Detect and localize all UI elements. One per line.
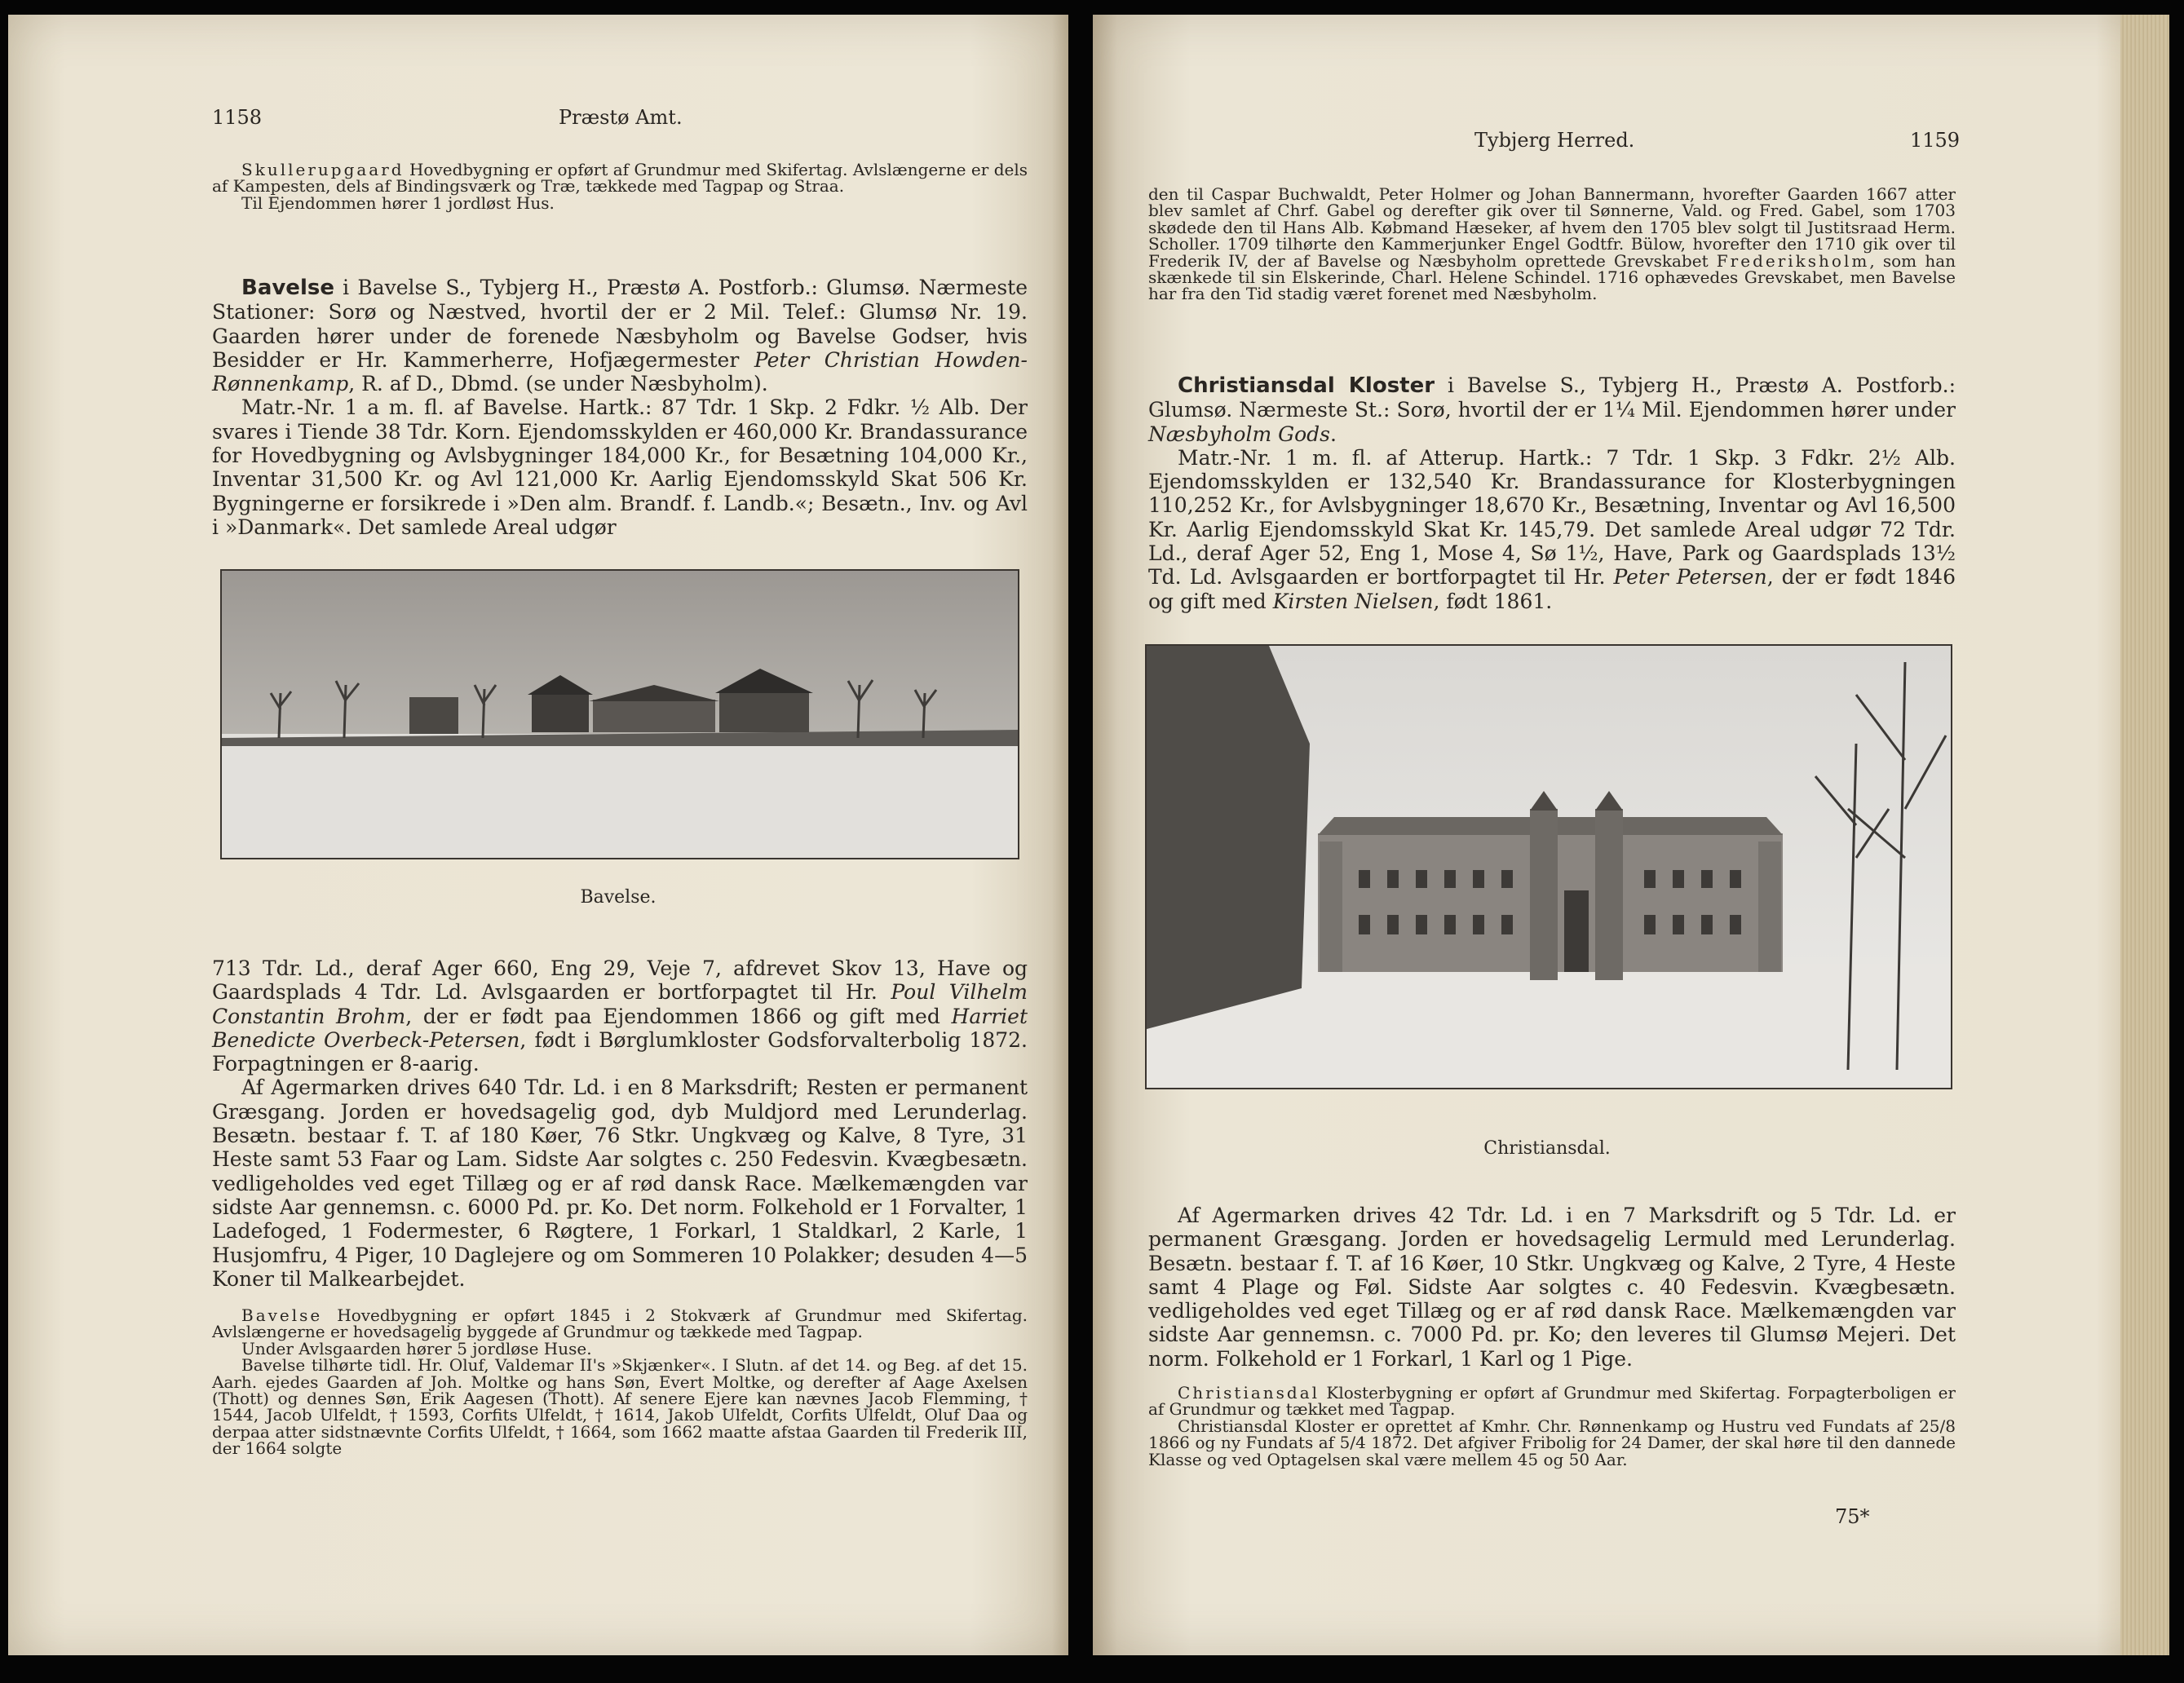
page-edge [2120, 15, 2169, 1655]
bavelse-entry [212, 276, 1028, 539]
history-text-b: , som han skænkede til sin Elskerinde, Charl. Helene Schindel. 1716 ophævedes Grevskabet, men Bavelse har fra den Tid stadig været forenet med Næsbyholm. [1148, 250, 1956, 304]
page-number-left: 1158 [212, 106, 263, 129]
bavelse-text-a: i Bavelse S., Tybjerg H., Præstø A. Postforb.: Glumsø. Nærmeste Stationer: Sorø og Næstved, hvortil der er 2 Mil. Telef.: Glumsø Nr. 19. Gaarden hører under de forenede Næsbyholm og Bavelse Godser, hvis Besidder er Hr. Kammerherre, Hofjægermester [212, 276, 1028, 372]
left-page [8, 15, 1068, 1655]
agermarken-paragraph: Af Agermarken drives 640 Tdr. Ld. i en 8 Marksdrift; Resten er permanent Græsgang. Jorden er hovedsagelig god, dyb Muldjord med Lerunderlag. Besætn. bestaar f. T. af 180 Køer, 76 Stkr. Ungkvæg og Kalve, 8 Tyre, 31 Heste samt 53 Faar og Lam. Sidste Aar solgtes c. 250 Fedesvin. Kvægbesætn. vedligeholdes ved eget Tillæg og er af rød dansk Race. Mælkemængden var sidste Aar gennemsn. c. 6000 Pd. pr. Ko. Det norm. Folkehold er 1 Forvalter, 1 Ladefoged, 1 Fodermester, 6 Røgtere, 1 Forkarl, 1 Staldkarl, 2 Karle, 1 Husjomfru, 4 Piger, 10 Daglejere og om Sommeren 10 Polakker; desuden 4—5 Koner til Malkearbejdet. [212, 1076, 1028, 1291]
gods-name: Næsbyholm Gods [1148, 422, 1330, 446]
bavelse-small-print [212, 1307, 1028, 1457]
bavelse-owner: Peter Christian Howden-Rønnenkamp [212, 347, 1028, 396]
small-history: Bavelse tilhørte tidl. Hr. Oluf, Valdemar II's »Skjænker«. I Slutn. af det 14. og Beg. af det 15. Aarh. ejedes Gaarden af Joh. Moltke og hans Søn, Evert Moltke, og derefter af Aage Axelsen (Thott) og dennes Søn, Erik Aagesen (Thott). Af senere Ejere kan nævnes Jacob Flemming, † 1544, Jacob Ulfeldt, † 1593, Corfits Ulfeldt, † 1614, Jakob Ulfeldt, Corfits Ulfeldt, Oluf Daa og derpaa atter sidstnævnte Corfits Ulfeldt, † 1664, som 1662 maatte afstaa Gaarden til Frederik III, der 1664 solgte [212, 1355, 1028, 1459]
christiansdal-matr-c: , født 1861. [1433, 589, 1553, 613]
areal-text: 713 Tdr. Ld., deraf Ager 660, Eng 29, Veje 7, afdrevet Skov 13, Have og Gaardsplads 4 Tdr. Ld. Avlsgaarden er bortforpagtet til Hr. [212, 956, 1028, 1005]
bavelse-text-b: , R. af D., Dbmd. (se under Næsbyholm). [348, 372, 768, 396]
christiansdal-wife: Kirsten Nielsen [1272, 589, 1434, 613]
right-small-fundats: Christiansdal Kloster er oprettet af Kmhr. Chr. Rønnenkamp og Hustru ved Fundats af 25/8 1866 og ny Fundats af 5/4 1872. Det afgiver Fribolig for 24 Damer, der skal høre til den dannede Klasse og ved Optagelsen skal være mellem 45 og 50 Aar. [1148, 1416, 1956, 1469]
bavelse-landscape-illustration [222, 571, 1018, 858]
small-text: Hovedbygning er opført 1845 i 2 Stokværk af Grundmur med Skifertag. Avlslængerne er hovedsagelig byggede af Grundmur og tækkede med Tagpap. [212, 1305, 1028, 1342]
jordlost-hus: Til Ejendommen hører 1 jordløst Hus. [241, 192, 555, 213]
intro-block [212, 161, 1028, 211]
bavelse-heading: Bavelse [241, 276, 334, 300]
right-small-text: Klosterbygning er opført af Grundmur med Skifertag. Forpagterboligen er af Grundmur og tækket med Tagpap. [1148, 1383, 1956, 1420]
running-head-left: Præstø Amt. [559, 106, 683, 129]
christiansdal-tenant: Peter Petersen [1613, 565, 1767, 590]
christiansdal-entry [1148, 373, 1956, 613]
christiansdal-photo [1145, 644, 1952, 1089]
christiansdal-agermarken [1148, 1204, 1956, 1371]
right-small-lead: Christiansdal [1178, 1383, 1320, 1402]
history-continued [1148, 186, 1956, 303]
christiansdal-building-illustration [1147, 646, 1951, 1088]
tenant-name: Poul Vilhelm Constantin Brohm [212, 980, 1028, 1028]
skullerup-text: Hovedbygning er opført af Grundmur med Skifertag. Avlslængerne er dels af Kampesten, dels af Bindingsværk og Træ, tækkede med Tagpap og Straa. [212, 160, 1028, 197]
bavelse-caption: Bavelse. [580, 887, 657, 908]
areal-text-c: , født i Børglumkloster Godsforvalterbolig 1872. Forpagtningen er 8-aarig. [212, 1027, 1028, 1076]
signature-mark: 75* [1835, 1505, 1870, 1528]
christiansdal-small-print [1148, 1385, 1956, 1468]
page-number-right: 1159 [1910, 129, 1961, 152]
christiansdal-text-a: i Bavelse S., Tybjerg H., Præstø A. Postforb.: Glumsø. Nærmeste St.: Sorø, hvortil der er 1¼ Mil. Ejendommen hører under [1148, 373, 1956, 422]
small-lead: Bavelse [241, 1305, 323, 1325]
christiansdal-caption: Christiansdal. [1483, 1138, 1611, 1159]
areal-text-b: , der er født paa Ejendommen 1866 og gift med [405, 1004, 952, 1028]
running-head-right: Tybjerg Herred. [1474, 129, 1635, 152]
bavelse-matr: Matr.-Nr. 1 a m. fl. af Bavelse. Hartk.: 87 Tdr. 1 Skp. 2 Fdkr. ½ Alb. Der svares i Tiende 38 Tdr. Korn. Ejendomsskylden er 460,000 Kr. Brandassurance for Hovedbygning og Avlsbygninger 184,000 Kr., for Besætning 104,000 Kr., Inventar 31,500 Kr. og Avl 121,000 Kr. Aarlig Ejendomsskyld Skat 506 Kr. Bygningerne er forsikrede i »Den alm. Brandf. f. Landb.«; Besætn., Inv. og Avl i »Danmark«. Det samlede Areal udgør [212, 395, 1028, 539]
grevskabet-name: Frederiksholm [1716, 250, 1870, 271]
skullerup-lead: Skullerupgaard [241, 160, 405, 179]
bavelse-photo [220, 569, 1019, 859]
bavelse-continued [212, 956, 1028, 1291]
right-page [1093, 15, 2169, 1655]
christiansdal-heading: Christiansdal Kloster [1178, 373, 1435, 398]
christiansdal-matr-b: , der er født 1846 og gift med [1148, 565, 1956, 613]
christiansdal-text-b: . [1330, 422, 1337, 446]
christiansdal-matr: Matr.-Nr. 1 m. fl. af Atterup. Hartk.: 7 Tdr. 1 Skp. 3 Fdkr. 2½ Alb. Ejendomsskylden er 132,540 Kr. Brandassurance for Klosterbygningen 110,252 Kr., for Avlsbygninger 18,670 Kr., Besætning, Inventar og Avl 16,500 Kr. Aarlig Ejendomsskyld Skat Kr. 145,79. Det samlede Areal udgør 72 Tdr. Ld., deraf Ager 52, Eng 1, Mose 4, Sø 1½, Have, Park og Gaardsplads 13½ Td. Ld. Avlsgaarden er bortforpagtet til Hr. [1148, 445, 1956, 590]
small-huse: Under Avlsgaarden hører 5 jordløse Huse. [241, 1338, 592, 1358]
christiansdal-ager-text: Af Agermarken drives 42 Tdr. Ld. i en 7 Marksdrift og 5 Tdr. Ld. er permanent Græsgang. Jorden er hovedsagelig Lermuld med Lerunderlag. Besætn. bestaar f. T. af 16 Køer, 10 Stkr. Ungkvæg og Kalve, 2 Tyre, 4 Heste samt 4 Plage og Føl. Sidste Aar solgtes c. 40 Fedesvin. Kvægbesætn. vedligeholdes ved eget Tillæg og er af rød dansk Race. Mælkemængden var sidste Aar gennemsn. c. 7000 Pd. pr. Ko; den leveres til Glumsø Mejeri. Det norm. Folkehold er 1 Forkarl, 1 Karl og 1 Pige. [1148, 1204, 1956, 1371]
wife-name: Harriet Benedicte Overbeck-Petersen [212, 1004, 1028, 1052]
history-text-a: den til Caspar Buchwaldt, Peter Holmer og Johan Bannermann, hvorefter Gaarden 1667 atter blev samlet af Chrf. Gabel og derefter gik over til Sønnerne, Vald. og Fred. Gabel, som 1703 skødede den til Hans Alb. Købmand Hæseker, af hvem den 1705 blev solgt til Justitsraad Herm. Scholler. 1709 tilhørte den Kammerjunker Engel Godtfr. Bülow, hvorefter den 1710 gik over til Frederik IV, der af Bavelse og Næsbyholm oprettede Grevskabet [1148, 184, 1956, 271]
